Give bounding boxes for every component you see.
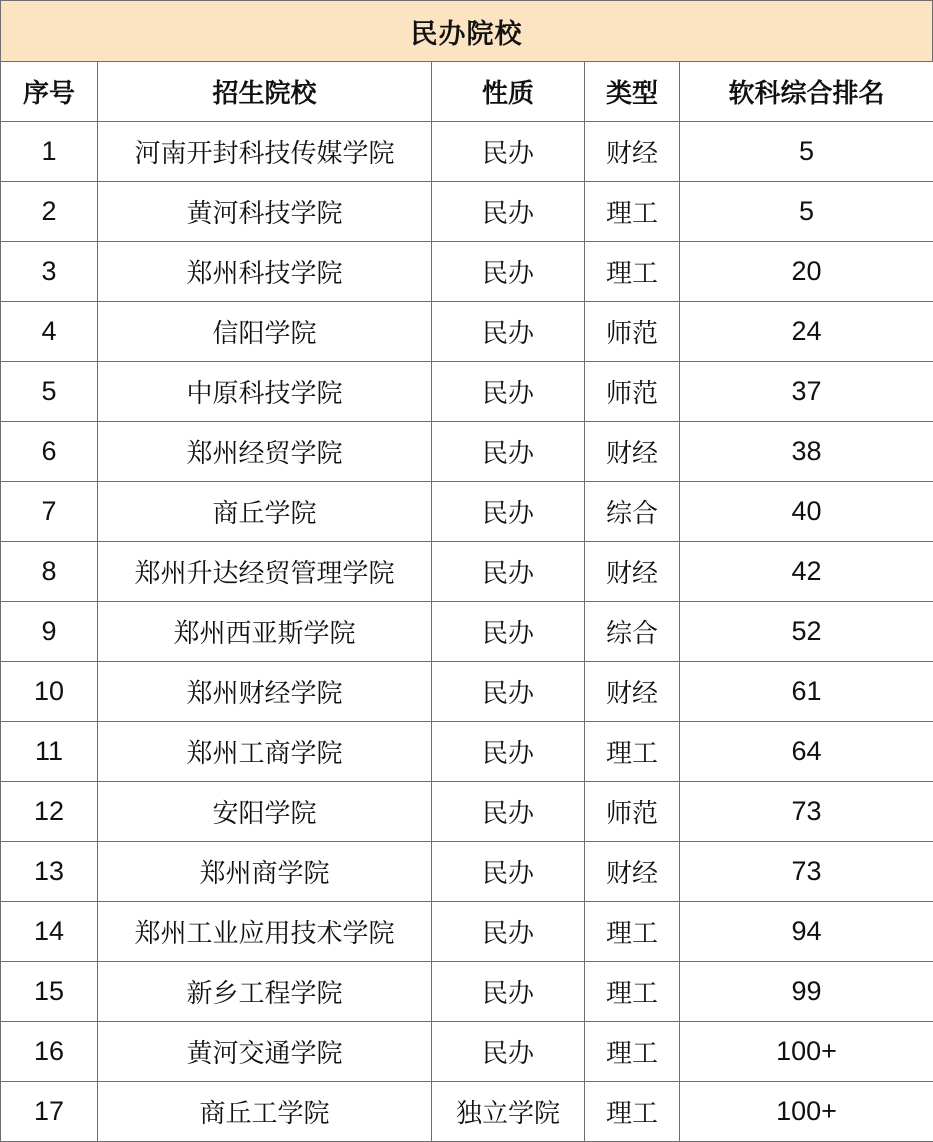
school-table xyxy=(0,61,933,1142)
table-row xyxy=(1,842,933,902)
cell-type: 理工 xyxy=(585,1022,680,1082)
cell-rank: 5 xyxy=(680,122,933,182)
cell-nature: 民办 xyxy=(432,362,585,422)
table-row xyxy=(1,542,933,602)
header-no: 序号 xyxy=(1,62,98,122)
cell-school: 商丘学院 xyxy=(98,482,432,542)
cell-school: 新乡工程学院 xyxy=(98,962,432,1022)
table-row xyxy=(1,122,933,182)
cell-school: 郑州科技学院 xyxy=(98,242,432,302)
cell-school: 郑州经贸学院 xyxy=(98,422,432,482)
cell-school: 黄河科技学院 xyxy=(98,182,432,242)
cell-type: 理工 xyxy=(585,962,680,1022)
table-row xyxy=(1,302,933,362)
table-row xyxy=(1,662,933,722)
cell-nature: 民办 xyxy=(432,902,585,962)
table-row xyxy=(1,902,933,962)
cell-nature: 民办 xyxy=(432,422,585,482)
header-type: 类型 xyxy=(585,62,680,122)
cell-no: 11 xyxy=(1,722,98,782)
cell-nature: 民办 xyxy=(432,242,585,302)
cell-rank: 24 xyxy=(680,302,933,362)
cell-nature: 民办 xyxy=(432,662,585,722)
cell-rank: 61 xyxy=(680,662,933,722)
cell-no: 15 xyxy=(1,962,98,1022)
cell-school: 信阳学院 xyxy=(98,302,432,362)
cell-type: 理工 xyxy=(585,722,680,782)
cell-no: 13 xyxy=(1,842,98,902)
cell-rank: 94 xyxy=(680,902,933,962)
cell-no: 1 xyxy=(1,122,98,182)
table-row xyxy=(1,182,933,242)
cell-type: 财经 xyxy=(585,542,680,602)
table-row xyxy=(1,722,933,782)
cell-nature: 民办 xyxy=(432,782,585,842)
cell-rank: 38 xyxy=(680,422,933,482)
cell-rank: 100+ xyxy=(680,1082,933,1142)
cell-type: 理工 xyxy=(585,242,680,302)
table-row xyxy=(1,1082,933,1142)
cell-school: 郑州升达经贸管理学院 xyxy=(98,542,432,602)
cell-school: 河南开封科技传媒学院 xyxy=(98,122,432,182)
cell-rank: 73 xyxy=(680,842,933,902)
header-rank: 软科综合排名 xyxy=(680,62,933,122)
cell-rank: 40 xyxy=(680,482,933,542)
cell-no: 17 xyxy=(1,1082,98,1142)
cell-type: 财经 xyxy=(585,842,680,902)
cell-no: 10 xyxy=(1,662,98,722)
cell-no: 7 xyxy=(1,482,98,542)
cell-rank: 100+ xyxy=(680,1022,933,1082)
cell-rank: 99 xyxy=(680,962,933,1022)
table-row xyxy=(1,962,933,1022)
cell-rank: 37 xyxy=(680,362,933,422)
cell-no: 5 xyxy=(1,362,98,422)
table-body xyxy=(1,122,933,1142)
table-row xyxy=(1,422,933,482)
cell-no: 14 xyxy=(1,902,98,962)
cell-no: 16 xyxy=(1,1022,98,1082)
cell-type: 师范 xyxy=(585,782,680,842)
cell-nature: 民办 xyxy=(432,302,585,362)
table-row xyxy=(1,602,933,662)
table-row xyxy=(1,482,933,542)
cell-nature: 民办 xyxy=(432,122,585,182)
cell-type: 理工 xyxy=(585,1082,680,1142)
cell-school: 郑州工业应用技术学院 xyxy=(98,902,432,962)
cell-rank: 52 xyxy=(680,602,933,662)
cell-nature: 民办 xyxy=(432,722,585,782)
table-header xyxy=(1,62,933,122)
cell-no: 9 xyxy=(1,602,98,662)
cell-no: 8 xyxy=(1,542,98,602)
cell-type: 理工 xyxy=(585,182,680,242)
header-school: 招生院校 xyxy=(98,62,432,122)
cell-school: 郑州西亚斯学院 xyxy=(98,602,432,662)
cell-type: 理工 xyxy=(585,902,680,962)
cell-type: 综合 xyxy=(585,602,680,662)
cell-school: 郑州财经学院 xyxy=(98,662,432,722)
cell-school: 黄河交通学院 xyxy=(98,1022,432,1082)
table-row xyxy=(1,782,933,842)
table-title: 民办院校 xyxy=(0,0,933,61)
cell-nature: 民办 xyxy=(432,542,585,602)
cell-nature: 民办 xyxy=(432,182,585,242)
header-row xyxy=(1,62,933,122)
cell-nature: 民办 xyxy=(432,602,585,662)
cell-nature: 民办 xyxy=(432,842,585,902)
cell-no: 12 xyxy=(1,782,98,842)
cell-type: 财经 xyxy=(585,122,680,182)
cell-no: 4 xyxy=(1,302,98,362)
cell-school: 安阳学院 xyxy=(98,782,432,842)
cell-rank: 5 xyxy=(680,182,933,242)
cell-type: 师范 xyxy=(585,362,680,422)
cell-school: 郑州商学院 xyxy=(98,842,432,902)
table-row xyxy=(1,362,933,422)
cell-nature: 民办 xyxy=(432,1022,585,1082)
cell-rank: 20 xyxy=(680,242,933,302)
header-nature: 性质 xyxy=(432,62,585,122)
table-row xyxy=(1,242,933,302)
cell-nature: 独立学院 xyxy=(432,1082,585,1142)
cell-school: 中原科技学院 xyxy=(98,362,432,422)
cell-rank: 73 xyxy=(680,782,933,842)
cell-school: 郑州工商学院 xyxy=(98,722,432,782)
cell-type: 师范 xyxy=(585,302,680,362)
cell-type: 财经 xyxy=(585,662,680,722)
cell-no: 6 xyxy=(1,422,98,482)
cell-type: 财经 xyxy=(585,422,680,482)
cell-school: 商丘工学院 xyxy=(98,1082,432,1142)
cell-nature: 民办 xyxy=(432,482,585,542)
cell-rank: 42 xyxy=(680,542,933,602)
cell-rank: 64 xyxy=(680,722,933,782)
cell-no: 2 xyxy=(1,182,98,242)
cell-no: 3 xyxy=(1,242,98,302)
table-row xyxy=(1,1022,933,1082)
cell-nature: 民办 xyxy=(432,962,585,1022)
cell-type: 综合 xyxy=(585,482,680,542)
